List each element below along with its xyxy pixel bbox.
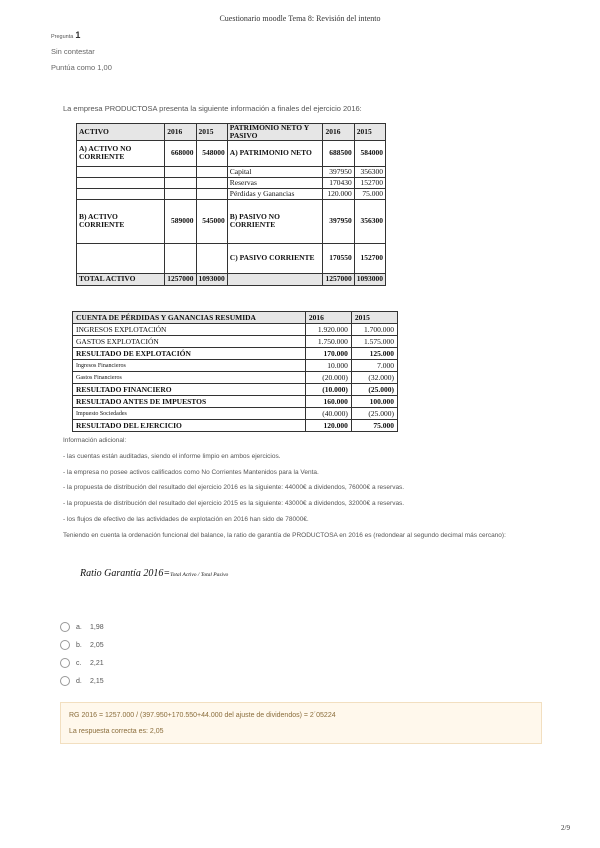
- balance-cell: [77, 177, 165, 188]
- additional-info-line: - la propuesta de distribución del resultado del ejercicio 2015 es la siguiente: 43000€ a dividendos, 32000€ a reservas.: [63, 500, 405, 508]
- balance-cell: 688500: [323, 140, 354, 166]
- pyg-cell: (20.000): [305, 372, 351, 384]
- balance-header-cell: 2016: [323, 124, 354, 141]
- pyg-cell: Impuesto Sociedades: [73, 408, 306, 420]
- option-letter: b.: [76, 641, 82, 649]
- option-value: 2,05: [90, 641, 104, 649]
- pyg-cell: 120.000: [305, 420, 351, 432]
- feedback-box: [60, 702, 542, 744]
- balance-cell: [196, 243, 227, 273]
- balance-row: [77, 243, 386, 273]
- formula-small: Total Activo / Total Pasivo: [170, 572, 229, 578]
- balance-cell: 584000: [354, 140, 385, 166]
- radio-button[interactable]: [60, 676, 70, 686]
- balance-cell: 75.000: [354, 188, 385, 199]
- pyg-cell: (25.000): [351, 408, 397, 420]
- balance-cell: [196, 188, 227, 199]
- balance-cell: 1257000: [323, 273, 354, 285]
- balance-cell: 152700: [354, 243, 385, 273]
- balance-row: [77, 188, 386, 199]
- balance-table: [76, 123, 386, 286]
- pyg-row: [73, 396, 398, 408]
- balance-cell: 1257000: [165, 273, 196, 285]
- option-value: 2,15: [90, 677, 104, 685]
- pyg-cell: 1.920.000: [305, 324, 351, 336]
- pyg-cell: 125.000: [351, 348, 397, 360]
- balance-row: [77, 199, 386, 243]
- pyg-cell: 1.750.000: [305, 336, 351, 348]
- balance-cell: [165, 166, 196, 177]
- option-value: 1,98: [90, 623, 104, 631]
- additional-info-line: Información adicional:: [63, 437, 127, 444]
- pyg-cell: Ingresos Financieros: [73, 360, 306, 372]
- radio-button[interactable]: [60, 658, 70, 668]
- balance-cell: 152700: [354, 177, 385, 188]
- balance-cell: [165, 177, 196, 188]
- question-label: Pregunta: [51, 34, 74, 40]
- additional-info-line: - las cuentas están auditadas, siendo el informe limpio en ambos ejercicios.: [63, 452, 281, 460]
- additional-info-line: - la empresa no posee activos calificados como No Corrientes Mantenidos para la Venta.: [63, 468, 319, 476]
- pyg-cell: 170.000: [305, 348, 351, 360]
- question-info: [51, 30, 112, 79]
- balance-cell: 1093000: [354, 273, 385, 285]
- balance-cell: 589000: [165, 199, 196, 243]
- question-number: 1: [75, 30, 81, 40]
- balance-row: [77, 177, 386, 188]
- answer-option[interactable]: [60, 654, 104, 672]
- formula: [80, 568, 228, 579]
- balance-cell: B) PASIVO NO CORRIENTE: [227, 199, 323, 243]
- pyg-header-cell: 2015: [351, 312, 397, 324]
- balance-cell: Pérdidas y Ganancias: [227, 188, 323, 199]
- pyg-row: [73, 360, 398, 372]
- pyg-cell: 100.000: [351, 396, 397, 408]
- pyg-cell: RESULTADO DEL EJERCICIO: [73, 420, 306, 432]
- balance-cell: TOTAL ACTIVO: [77, 273, 165, 285]
- balance-cell: [77, 243, 165, 273]
- balance-cell: 120.000: [323, 188, 354, 199]
- pyg-row: [73, 324, 398, 336]
- pyg-cell: (25.000): [351, 384, 397, 396]
- question-score: Puntúa como 1,00: [51, 63, 112, 72]
- pyg-table: [72, 311, 398, 432]
- pyg-cell: RESULTADO FINANCIERO: [73, 384, 306, 396]
- feedback-correct: La respuesta correcta es: 2,05: [69, 728, 164, 735]
- pyg-cell: RESULTADO ANTES DE IMPUESTOS: [73, 396, 306, 408]
- pyg-row: [73, 372, 398, 384]
- pyg-row: [73, 336, 398, 348]
- pyg-cell: 10.000: [305, 360, 351, 372]
- option-letter: a.: [76, 623, 82, 631]
- additional-info: [63, 437, 543, 547]
- balance-cell: [196, 177, 227, 188]
- balance-header-cell: 2016: [165, 124, 196, 141]
- pyg-row: [73, 420, 398, 432]
- option-letter: c.: [76, 659, 82, 667]
- page-number: 2/9: [561, 824, 570, 832]
- formula-main: Ratio Garantía 2016=: [80, 568, 171, 579]
- balance-cell: 170550: [323, 243, 354, 273]
- balance-cell: 548000: [196, 140, 227, 166]
- balance-cell: [165, 243, 196, 273]
- answer-option[interactable]: [60, 618, 104, 636]
- balance-cell: 356300: [354, 199, 385, 243]
- question-intro: La empresa PRODUCTOSA presenta la siguiente información a finales del ejercicio 2016:: [63, 104, 362, 113]
- additional-info-line: - los flujos de efectivo de las actividades de explotación en 2016 han sido de 78000€.: [63, 515, 309, 523]
- pyg-cell: 1.575.000: [351, 336, 397, 348]
- balance-cell: A) PATRIMONIO NETO: [227, 140, 323, 166]
- radio-button[interactable]: [60, 640, 70, 650]
- pyg-row: [73, 408, 398, 420]
- pyg-cell: RESULTADO DE EXPLOTACIÓN: [73, 348, 306, 360]
- pyg-cell: 7.000: [351, 360, 397, 372]
- balance-cell: 170430: [323, 177, 354, 188]
- balance-header-cell: 2015: [196, 124, 227, 141]
- answer-option[interactable]: [60, 672, 104, 690]
- question-status: Sin contestar: [51, 47, 95, 56]
- pyg-cell: 1.700.000: [351, 324, 397, 336]
- balance-cell: [227, 273, 323, 285]
- balance-cell: Reservas: [227, 177, 323, 188]
- balance-row: [77, 140, 386, 166]
- option-value: 2,21: [90, 659, 104, 667]
- balance-cell: 397950: [323, 199, 354, 243]
- balance-header-cell: 2015: [354, 124, 385, 141]
- balance-cell: [77, 166, 165, 177]
- pyg-cell: 75.000: [351, 420, 397, 432]
- pyg-cell: (32.000): [351, 372, 397, 384]
- balance-header-cell: PATRIMONIO NETO Y PASIVO: [227, 124, 323, 141]
- pyg-cell: Gastos Financieros: [73, 372, 306, 384]
- additional-info-line: Teniendo en cuenta la ordenación funcional del balance, la ratio de garantía de PRODUCTOSA en 2016 es (redondear al segundo decimal más cercano):: [63, 531, 506, 539]
- balance-cell: 668000: [165, 140, 196, 166]
- balance-cell: 397950: [323, 166, 354, 177]
- balance-cell: 356300: [354, 166, 385, 177]
- radio-button[interactable]: [60, 622, 70, 632]
- answer-option[interactable]: [60, 636, 104, 654]
- balance-cell: [165, 188, 196, 199]
- balance-cell: C) PASIVO CORRIENTE: [227, 243, 323, 273]
- pyg-header-cell: 2016: [305, 312, 351, 324]
- pyg-row: [73, 384, 398, 396]
- pyg-cell: 160.000: [305, 396, 351, 408]
- pyg-cell: (40.000): [305, 408, 351, 420]
- balance-row: [77, 273, 386, 285]
- pyg-cell: GASTOS EXPLOTACIÓN: [73, 336, 306, 348]
- answer-options: [60, 618, 104, 690]
- balance-cell: A) ACTIVO NO CORRIENTE: [77, 140, 165, 166]
- balance-cell: [196, 166, 227, 177]
- balance-row: [77, 166, 386, 177]
- pyg-cell: INGRESOS EXPLOTACIÓN: [73, 324, 306, 336]
- additional-info-line: - la propuesta de distribución del resultado del ejercicio 2016 es la siguiente: 44000€ a dividendos, 76000€ a reservas.: [63, 484, 405, 492]
- feedback-explanation: RG 2016 = 1257.000 / (397.950+170.550+44.000 del ajuste de dividendos) = 2´05224: [69, 712, 336, 719]
- balance-cell: Capital: [227, 166, 323, 177]
- option-letter: d.: [76, 677, 82, 685]
- balance-cell: B) ACTIVO CORRIENTE: [77, 199, 165, 243]
- pyg-cell: (10.000): [305, 384, 351, 396]
- balance-cell: 1093000: [196, 273, 227, 285]
- balance-cell: [77, 188, 165, 199]
- balance-header-cell: ACTIVO: [77, 124, 165, 141]
- pyg-row: [73, 348, 398, 360]
- balance-cell: 545000: [196, 199, 227, 243]
- pyg-header-cell: CUENTA DE PÉRDIDAS Y GANANCIAS RESUMIDA: [73, 312, 306, 324]
- page-title: Cuestionario moodle Tema 8: Revisión del intento: [219, 14, 381, 23]
